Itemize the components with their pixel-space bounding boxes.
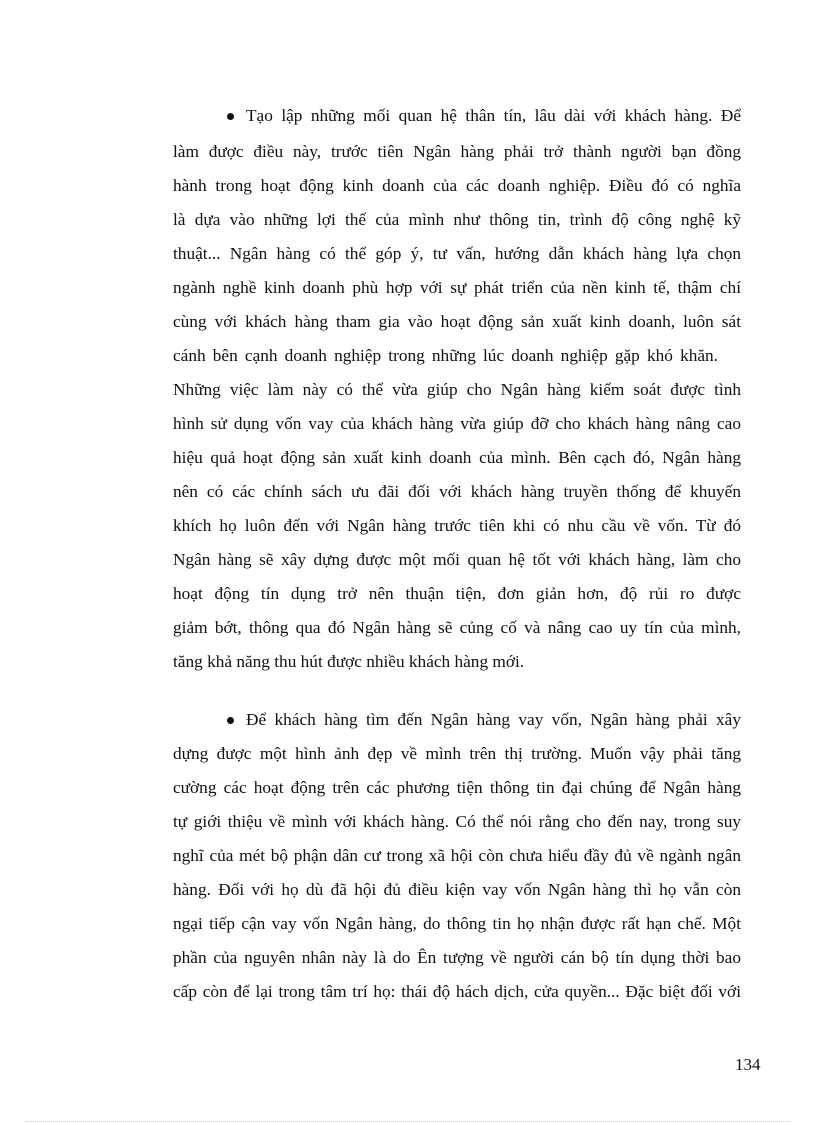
paragraph-2-line-1: Để khách hàng tìm đến Ngân hàng vay vốn, Ngân hàng phải xây <box>246 710 741 729</box>
bullet-2 <box>227 717 234 724</box>
page-bottom-divider <box>26 1121 790 1122</box>
paragraph-1-line-3: hành trong hoạt động kinh doanh của các doanh nghiệp. Điều đó có nghĩa <box>173 176 741 195</box>
paragraph-1-line-10: hình sử dụng vốn vay của khách hàng vừa giúp đỡ cho khách hàng nâng cao <box>173 414 741 433</box>
paragraph-1-line-5: thuật... Ngân hàng có thể góp ý, tư vấn, hướng dẫn khách hàng lựa chọn <box>173 244 741 263</box>
paragraph-1-line-13: khích họ luôn đến với Ngân hàng trước tiên khi có nhu cầu về vốn. Từ đó <box>173 516 741 535</box>
paragraph-2-line-2: dựng được một hình ảnh đẹp về mình trên thị trường. Muốn vậy phải tăng <box>173 744 741 763</box>
paragraph-2-line-5: nghĩ của mét bộ phận dân cư trong xã hội còn chưa hiểu đầy đủ về ngành ngân <box>173 846 741 865</box>
paragraph-1-line-11: hiệu quả hoạt động sản xuất kinh doanh của mình. Bên cạch đó, Ngân hàng <box>173 448 741 467</box>
paragraph-1-line-8: cánh bên cạnh doanh nghiệp trong những lúc doanh nghiệp gặp khó khăn. <box>173 346 718 365</box>
page-number: 134 <box>735 1055 761 1074</box>
paragraph-2-line-9: cấp còn để lại trong tâm trí họ: thái độ hách dịch, cửa quyền... Đặc biệt đối với <box>173 982 741 1001</box>
paragraph-1-line-17: tăng khả năng thu hút được nhiều khách hàng mới. <box>173 652 525 671</box>
paragraph-1-line-14: Ngân hàng sẽ xây dựng được một mối quan hệ tốt với khách hàng, làm cho <box>173 550 741 569</box>
paragraph-1-line-7: cùng với khách hàng tham gia vào hoạt động sản xuất kinh doanh, luôn sát <box>173 312 741 331</box>
paragraph-2-line-4: tự giới thiệu về mình với khách hàng. Có thể nói rằng cho đến nay, trong suy <box>173 812 741 831</box>
paragraph-1-line-15: hoạt động tín dụng trở nên thuận tiện, đơn giản hơn, độ rủi ro được <box>173 584 741 603</box>
paragraph-1-line-12: nên có các chính sách ưu đãi đối với khách hàng truyền thống để khuyến <box>173 482 741 501</box>
paragraph-1-line-4: là dựa vào những lợi thế của mình như thông tin, trình độ công nghệ kỹ <box>173 210 741 229</box>
bullet-1 <box>227 113 234 120</box>
paragraph-2-line-8: phần của nguyên nhân này là do Ên tượng về người cán bộ tín dụng thời bao <box>173 948 741 967</box>
paragraph-1-line-6: ngành nghề kinh doanh phù hợp với sự phát triển của nền kinh tế, thậm chí <box>173 278 741 297</box>
paragraph-1-line-9: Những việc làm này có thể vừa giúp cho Ngân hàng kiểm soát được tình <box>173 380 741 399</box>
paragraph-1-line-2: làm được điều này, trước tiên Ngân hàng phải trở thành người bạn đồng <box>173 142 741 161</box>
paragraph-1-line-16: giảm bớt, thông qua đó Ngân hàng sẽ củng cố và nâng cao uy tín của mình, <box>173 618 741 637</box>
paragraph-2-line-3: cường các hoạt động trên các phương tiện thông tin đại chúng để Ngân hàng <box>173 778 741 797</box>
paragraph-2-line-7: ngại tiếp cận vay vốn Ngân hàng, do thông tin họ nhận được rất hạn chế. Một <box>173 914 741 933</box>
paragraph-2-line-6: hàng. Đối với họ dù đã hội đủ điều kiện vay vốn Ngân hàng thì họ vẫn còn <box>173 880 741 899</box>
paragraph-1-line-1: Tạo lập những mối quan hệ thân tín, lâu dài với khách hàng. Để <box>246 106 741 125</box>
